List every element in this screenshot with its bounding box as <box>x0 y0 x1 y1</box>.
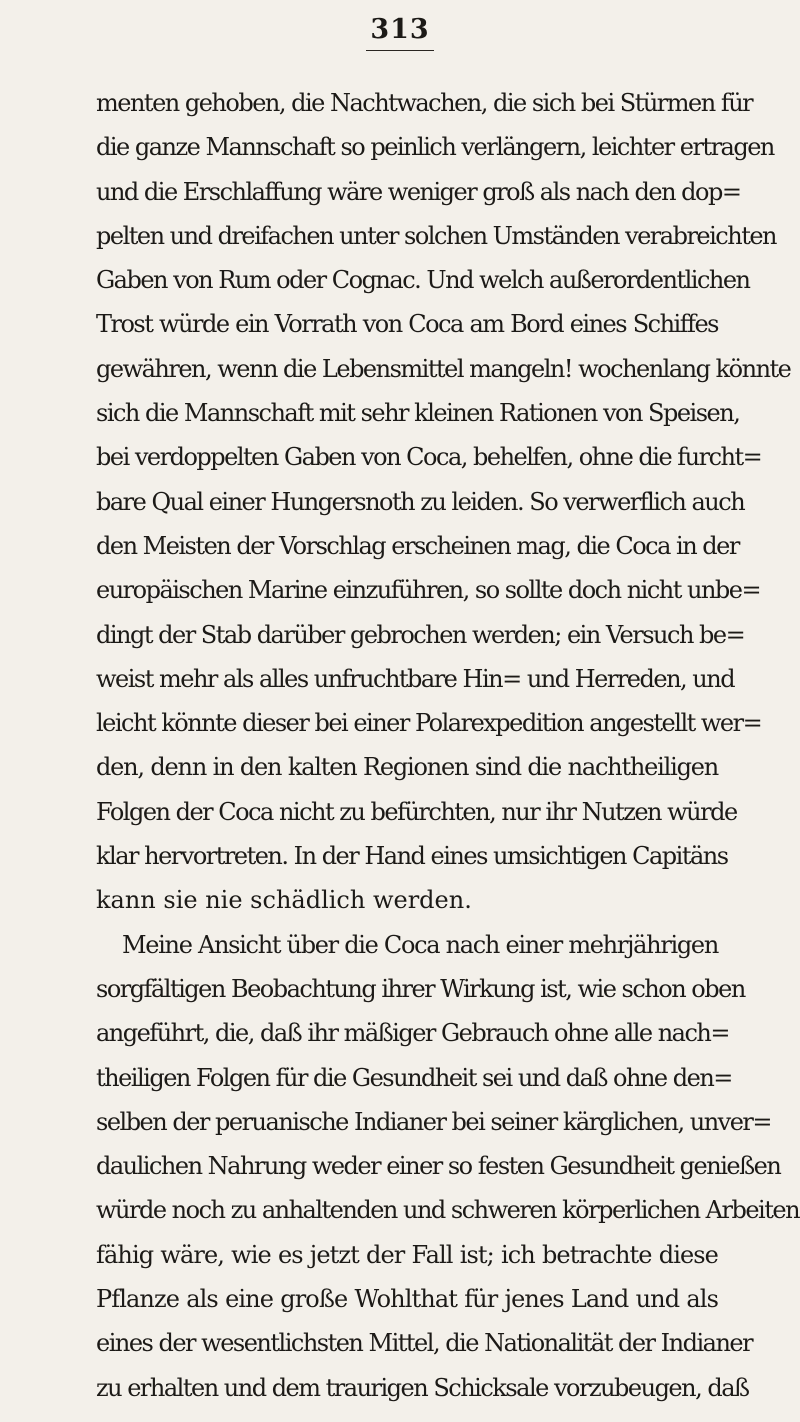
text-line: weist mehr als alles unfruchtbare Hin= und Herreden, und <box>96 664 735 693</box>
text-line: europäischen Marine einzuführen, so sollte doch nicht unbe= <box>96 576 761 605</box>
header-rule <box>366 50 434 51</box>
page-number: 313 <box>370 14 430 45</box>
text-line: menten gehoben, die Nachtwachen, die sich bei Stürmen für <box>96 89 753 117</box>
text-line: Folgen der Coca nicht zu befürchten, nur ihr Nutzen würde <box>96 797 737 826</box>
text-line: und die Erschlaffung wäre weniger groß als nach den dop= <box>96 177 741 206</box>
text-line: Trost würde ein Vorrath von Coca am Bord eines Schiffes <box>96 310 718 339</box>
text-line: Gaben von Rum oder Cognac. Und welch außerordentlichen <box>96 266 750 295</box>
text-line: theiligen Folgen für die Gesundheit sei und daß ohne den= <box>96 1063 732 1092</box>
text-line: dingt der Stab darüber gebrochen werden; ein Versuch be= <box>96 620 745 649</box>
paragraph-end-line: kann sie nie schädlich werden. <box>96 886 472 915</box>
text-line: bei verdoppelten Gaben von Coca, behelfen, ohne die furcht= <box>96 443 762 472</box>
text-line: gewähren, wenn die Lebensmittel mangeln! wochenlang könnte <box>96 354 791 383</box>
paragraph-start-line: Meine Ansicht über die Coca nach einer mehrjährigen <box>122 930 718 959</box>
text-line: selben der peruanische Indianer bei seiner kärglichen, unver= <box>96 1107 771 1136</box>
text-line: daulichen Nahrung weder einer so festen Gesundheit genießen <box>96 1152 781 1181</box>
text-line: die ganze Mannschaft so peinlich verlängern, leichter ertragen <box>96 133 774 162</box>
text-line: bare Qual einer Hungersnoth zu leiden. So verwerflich auch <box>96 487 745 516</box>
text-line: den Meisten der Vorschlag erscheinen mag, die Coca in der <box>96 531 739 560</box>
text-line: zu erhalten und dem traurigen Schicksale vorzubeugen, daß <box>96 1373 749 1402</box>
text-line: sorgfältigen Beobachtung ihrer Wirkung ist, wie schon oben <box>96 974 745 1003</box>
text-line: angeführt, die, daß ihr mäßiger Gebrauch ohne alle nach= <box>96 1019 729 1048</box>
text-line: würde noch zu anhaltenden und schweren körperlichen Arbeiten <box>96 1196 800 1225</box>
text-line: Pflanze als eine große Wohlthat für jenes Land und als <box>96 1285 718 1314</box>
text-line: leicht könnte dieser bei einer Polarexpedition angestellt wer= <box>96 709 762 738</box>
text-line: den, denn in den kalten Regionen sind die nachtheiligen <box>96 753 718 782</box>
text-line: fähig wäre, wie es jetzt der Fall ist; ich betrachte diese <box>96 1240 718 1269</box>
text-line: klar hervortreten. In der Hand eines umsichtigen Capitäns <box>96 842 728 871</box>
text-line: sich die Mannschaft mit sehr kleinen Rationen von Speisen, <box>96 399 740 428</box>
text-line: pelten und dreifachen unter solchen Umständen verabreichten <box>96 221 776 250</box>
text-line: eines der wesentlichsten Mittel, die Nationalität der Indianer <box>96 1329 753 1358</box>
body-text <box>96 81 800 1410</box>
